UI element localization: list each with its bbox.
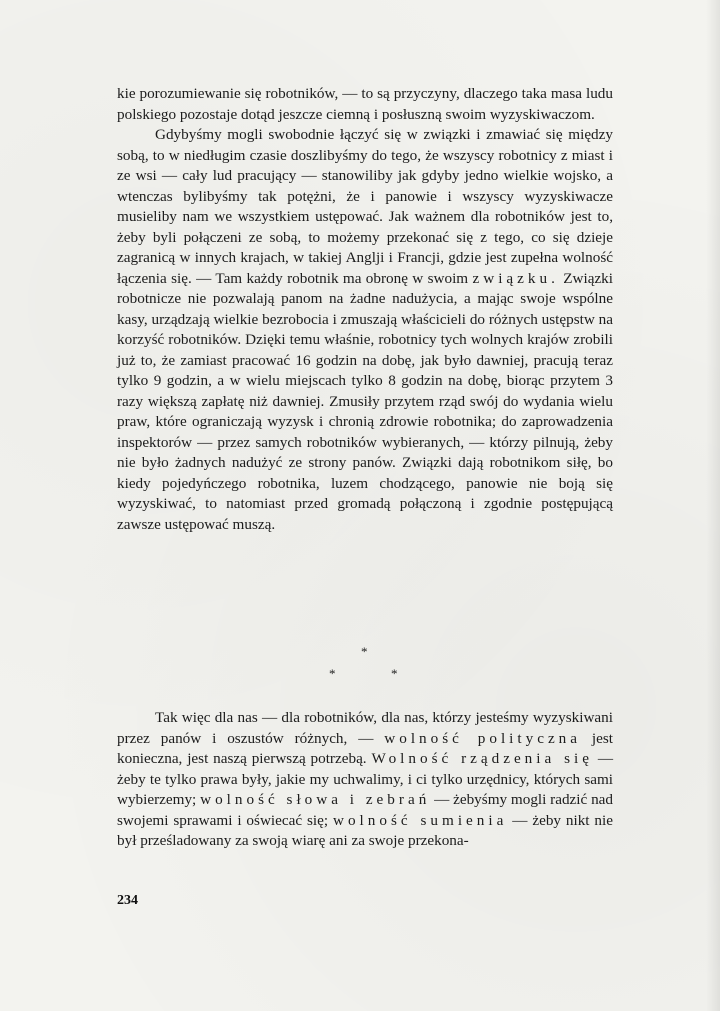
spaced-emphasis: wolność polityczna: [384, 729, 582, 747]
asterisk: *: [391, 666, 398, 681]
paragraph-text: Gdybyśmy mogli swobodnie łączyć się w związki i zmawiać się między sobą, to w niedługim czasie doszlibyśmy do tego, że wszyscy robotnicy z miast i ze wsi — cały lud pracujący — stanowiliby jak gdyby jedno wielkie wojsko, a wtenczas bylibyśmy tak potężni, że i panowie i wszyscy wyzyskiwacze musieliby nam we wszystkiem ustępować. Jak ważnem dla robotników jest to, żeby byli połączeni ze sobą, to możemy przekonać się z tego, co się dzieje zagranicą w innych krajach, w takiej Anglji i Francji, gdzie jest zupełna wolność łączenia się. — Tam każdy robotnik ma obronę w swoim: [117, 126, 613, 287]
paragraph-text: — żeby te tylko prawa były, jakie my uchwalimy, i ci tylko urzędnicy, których sami wybierzemy;: [117, 750, 614, 808]
page-edge-shadow: [706, 0, 720, 1011]
text-block-lower: [117, 708, 613, 852]
page-number: 234: [117, 893, 138, 908]
paragraph-associations: [117, 125, 613, 535]
paragraph-continuation: kie porozumiewanie się robotników, — to są przyczyny, dlaczego taka masa ludu polskiego pozostaje dotąd jeszcze ciemną i posłuszną swoim wyzyskiwaczom.: [117, 85, 613, 123]
paragraph-freedoms: [117, 708, 613, 852]
spaced-emphasis: wolność słowa i zebrań: [200, 791, 431, 808]
paragraph-text: Związki robotnicze nie pozwalają panom na żadne nadużycia, a mając swoje wspólne kasy, urządzają wielkie bezrobocia i zmuszają właścicieli do różnych ustępstw na korzyść robotników. Dzięki temu właśnie, robotnicy tych wolnych krajów zrobili już to, że zamiast pracować 16 godzin na dobę, jak było dawniej, pracują teraz tylko 9 godzin, a w wielu miejscach tylko 8 godzin na dobę, biorąc przytem 3 razy większą zapłatę niż dawniej. Zmusiły przytem rząd swój do wydania wielu praw, które ograniczają wyzysk i chronią zdrowie robotnika; do zaprowadzenia inspektorów — przez samych robotników wybieranych, — którzy pilnują, żeby nie było żadnych nadużyć ze strony panów. Związki dają robotnikom siłę, bo kiedy pojedyńczego robotnika, luzem chodzącego, panowie nie boją się wyzyskiwać, to natomiast przed gromadą połączoną i zgodnie postępującą zawsze ustępować muszą.: [117, 269, 613, 533]
paragraph-text: — żebyśmy mogli radzić nad swojemi sprawami i oświecać się;: [117, 791, 613, 829]
paragraph-text: Tak więc dla nas — dla robotników, dla nas, którzy jesteśmy wyzyskiwani przez panów i oszustów różnych, —: [117, 709, 613, 747]
asterisk: *: [329, 666, 336, 681]
spaced-emphasis: związku.: [472, 269, 559, 287]
spaced-emphasis: wolność sumienia: [332, 811, 508, 829]
asterisk: *: [361, 644, 368, 659]
text-block-upper: [117, 84, 613, 535]
spaced-emphasis: Wolność rządzenia się: [371, 750, 593, 767]
section-divider-asterism: [320, 644, 400, 684]
paragraph-text: jest konieczna, jest naszą pierwszą potrzebą.: [117, 729, 613, 767]
paragraph-text: — żeby nikt nie był prześladowany za swoją wiarę ani za swoje przekona-: [117, 811, 613, 849]
